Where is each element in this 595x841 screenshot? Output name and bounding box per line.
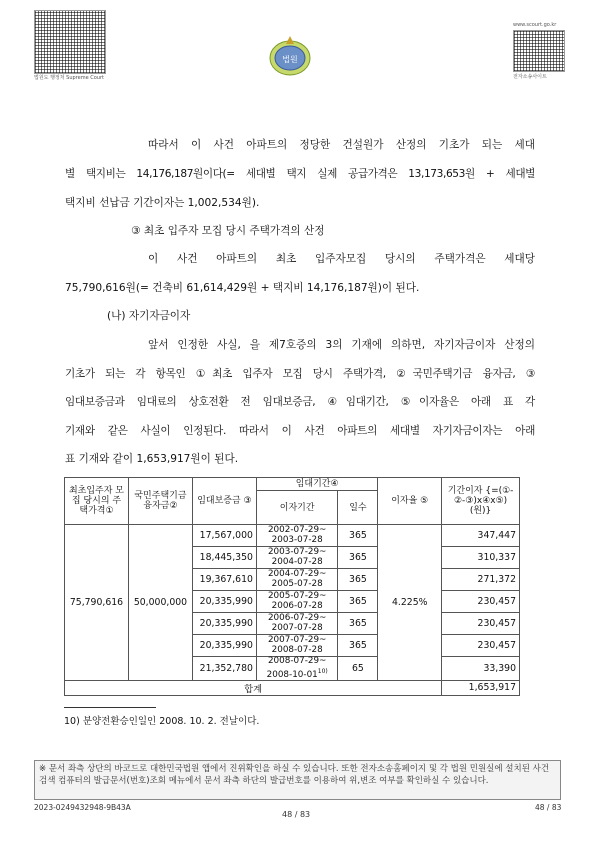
- barcode-left: [34, 10, 106, 74]
- header-days: 일수: [338, 491, 378, 525]
- days-cell: 365: [338, 613, 378, 635]
- footnote-ref: 10): [317, 667, 328, 675]
- period-cell: [256, 569, 338, 591]
- period-start: 2006-07-29~: [267, 613, 327, 623]
- period-end: 2006-07-28: [271, 600, 323, 611]
- period-cell: [256, 657, 338, 681]
- interest-cell: 230,457: [442, 591, 520, 613]
- period-cell: [256, 547, 338, 569]
- verification-notice: ※ 문서 좌측 상단의 바코드로 대한민국법원 앱에서 진위확인을 하실 수 있습니다. 또한 전자소송홈페이지 및 각 법원 민원실에 설치된 사건검색 컴퓨터의 발급문서(번호)조회 메뉴에서 문서 좌측 하단의 발급번호를 이용하여 위,변조 여부를 확인하실 수 있습니다.: [34, 760, 561, 800]
- period-cell: [256, 591, 338, 613]
- total-value: 1,653,917: [442, 680, 520, 695]
- total-label: 합계: [65, 680, 442, 695]
- interest-cell: 347,447: [442, 525, 520, 547]
- deposit-cell: 19,367,610: [192, 569, 256, 591]
- period-end: 2007-07-28: [271, 622, 323, 633]
- paragraph-line: 임대보증금과 임대료의 상호전환 전 임대보증금, ④임대기간, ⑤이자율은 아래 표 각: [65, 396, 535, 408]
- rate-cell: 4.225%: [378, 525, 442, 681]
- interest-cell: 33,390: [442, 657, 520, 681]
- paragraph-line: 기초가 되는 각 항목인 ①최초 입주자 모집 당시 주택가격, ②국민주택기금 융자금, ③: [65, 368, 535, 380]
- deposit-cell: 18,445,350: [192, 547, 256, 569]
- days-cell: 65: [338, 657, 378, 681]
- header-price: 최초입주자 모집 당시의 주택가격①: [65, 478, 129, 525]
- paragraph-line: 택지비 선납금 기간이자는 1,002,534원).: [65, 197, 260, 209]
- page-number: 48 / 83: [282, 810, 311, 819]
- court-seal-emblem: [265, 32, 315, 80]
- period-end: 2008-07-28: [271, 644, 323, 655]
- barcode-right: [513, 30, 565, 72]
- paragraph-line: 이 사건 아파트의 최초 입주자모집 당시의 주택가격은 세대당: [148, 253, 535, 265]
- period-end: 2003-07-28: [271, 534, 323, 545]
- deposit-cell: 20,335,990: [192, 635, 256, 657]
- days-cell: 365: [338, 569, 378, 591]
- period-cell: [256, 613, 338, 635]
- fund-cell: 50,000,000: [128, 525, 192, 681]
- interest-cell: 230,457: [442, 635, 520, 657]
- header-rate: 이자율 ⑤: [378, 478, 442, 525]
- deposit-cell: 20,335,990: [192, 613, 256, 635]
- header-period-group: 임대기간④: [256, 478, 377, 491]
- section-heading: ③ 최초 입주자 모집 당시 주택가격의 산정: [131, 225, 325, 237]
- footnote-text: 10) 분양전환승인일인 2008. 10. 2. 전날이다.: [64, 716, 260, 727]
- days-cell: 365: [338, 547, 378, 569]
- page-number-right: 48 / 83: [535, 803, 562, 812]
- period-start: 2007-07-29~: [267, 635, 327, 645]
- interest-cell: 271,372: [442, 569, 520, 591]
- period-start: 2002-07-29~: [267, 525, 327, 535]
- paragraph-line: 75,790,616원(= 건축비 61,614,429원 + 택지비 14,176,187원)이 된다.: [65, 282, 420, 294]
- paragraph-line: 앞서 인정한 사실, 을 제7호증의 3의 기재에 의하면, 자기자금이자 산정의: [148, 339, 535, 351]
- header-deposit: 임대보증금 ③: [192, 478, 256, 525]
- paragraph-line: 표 기재와 같이 1,653,917원이 된다.: [65, 453, 239, 465]
- period-start: 2005-07-29~: [267, 591, 327, 601]
- barcode-caption: 법원도 행정처 Supreme Court: [34, 75, 104, 81]
- paragraph-line: 따라서 이 사건 아파트의 정당한 건설원가 산정의 기초가 되는 세대: [148, 139, 535, 151]
- period-cell: [256, 525, 338, 547]
- days-cell: 365: [338, 635, 378, 657]
- period-end: 2005-07-28: [271, 578, 323, 589]
- period-start: 2004-07-29~: [267, 569, 327, 579]
- interest-cell: 230,457: [442, 613, 520, 635]
- period-cell: [256, 635, 338, 657]
- section-heading-na: (나) 자기자금이자: [107, 310, 191, 322]
- site-url: www.scourt.go.kr: [513, 22, 557, 28]
- site-caption: 전자소송사이트: [513, 74, 547, 80]
- interest-table: [64, 477, 520, 696]
- deposit-cell: 20,335,990: [192, 591, 256, 613]
- period-end-date: 2008-10-01: [266, 669, 318, 680]
- deposit-cell: 21,352,780: [192, 657, 256, 681]
- paragraph-line: 기재와 같은 사실이 인정된다. 따라서 이 사건 아파트의 세대별 자기자금이자는 아래: [65, 425, 535, 437]
- header-period: 이자기간: [256, 491, 338, 525]
- seal-text: 법원: [282, 55, 298, 64]
- interest-cell: 310,337: [442, 547, 520, 569]
- header-fund: 국민주택기금융자금②: [128, 478, 192, 525]
- paragraph-line: 별 택지비는 14,176,187원이다(= 세대별 택지 실제 공급가격은 13,173,653원 + 세대별: [65, 168, 535, 180]
- deposit-cell: 17,567,000: [192, 525, 256, 547]
- issue-number: 2023-0249432948-9B43A: [34, 803, 131, 812]
- footnote-divider: [64, 707, 156, 708]
- header-interest: 기간이자 {=(①-②-③)x④x⑤)(원)}: [442, 478, 520, 525]
- days-cell: 365: [338, 591, 378, 613]
- period-end: 2004-07-28: [271, 556, 323, 567]
- period-end: [260, 667, 335, 680]
- days-cell: 365: [338, 525, 378, 547]
- price-cell: 75,790,616: [65, 525, 129, 681]
- period-start: 2003-07-29~: [267, 547, 327, 557]
- period-start: 2008-07-29~: [267, 656, 327, 666]
